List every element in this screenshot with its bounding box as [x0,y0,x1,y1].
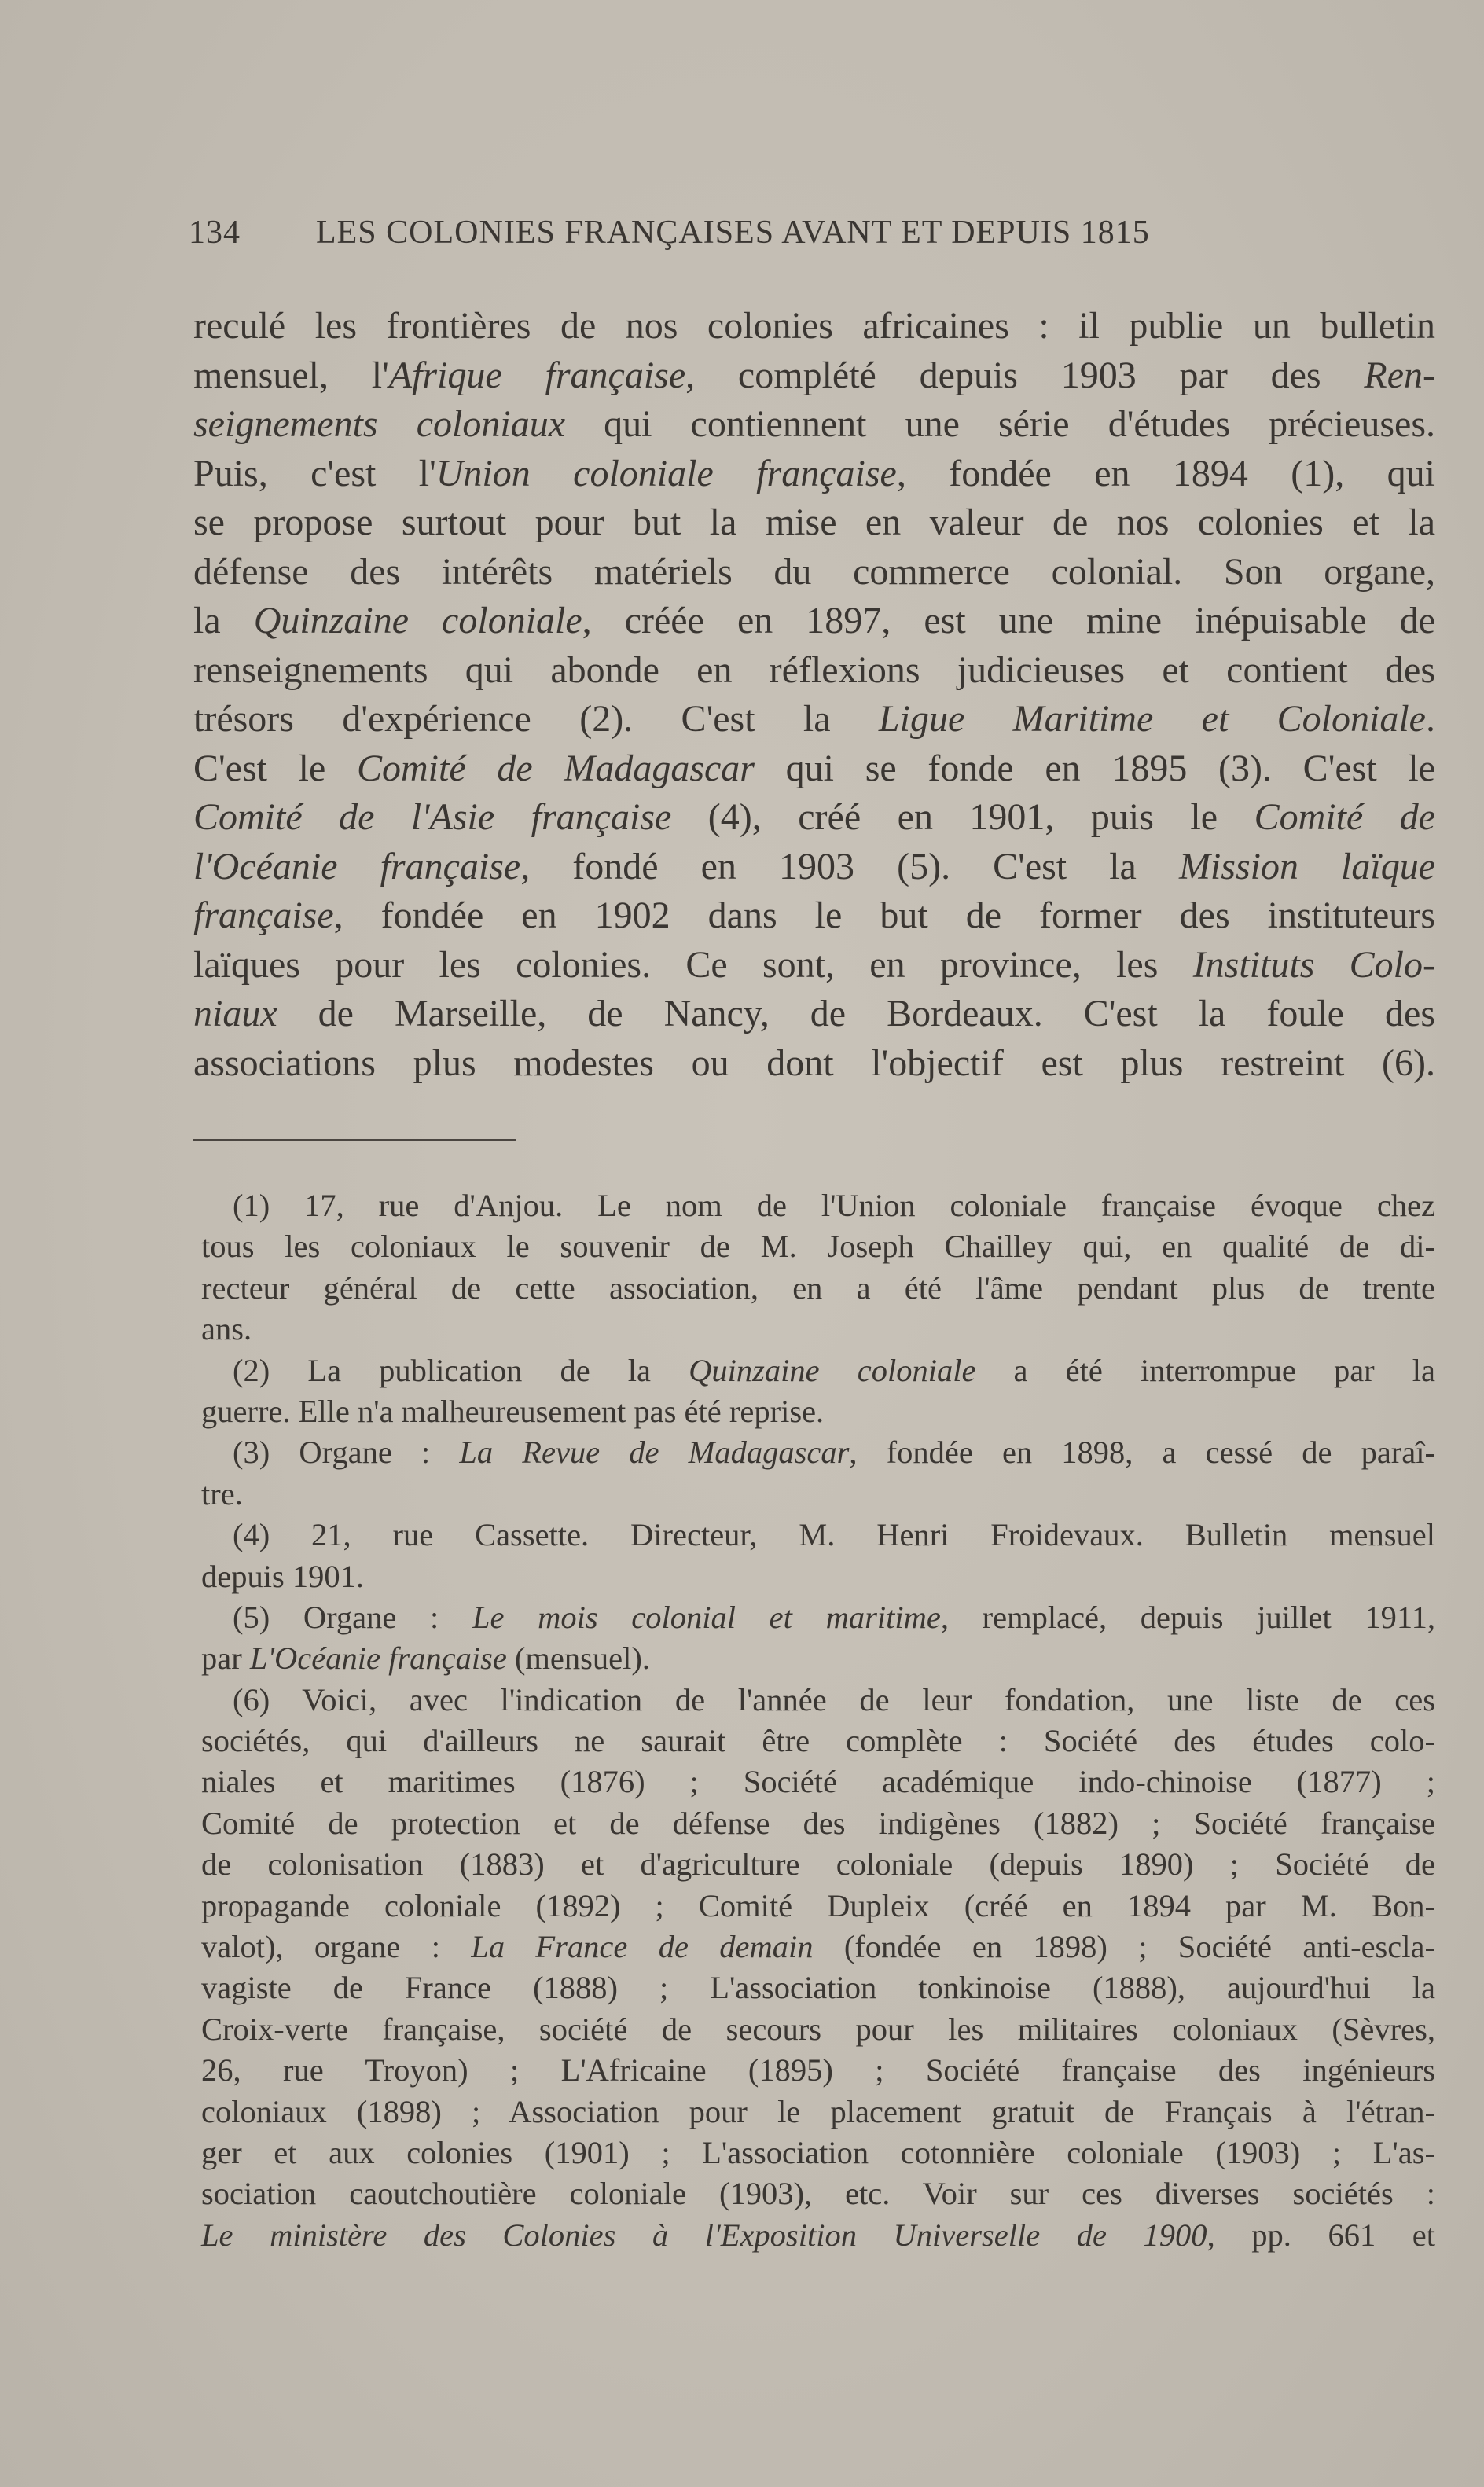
footnotes [201,1185,1435,2256]
footnote-line: par L'Océanie française (mensuel). [201,1640,651,1677]
footnote-line: propagande coloniale (1892) ; Comité Dupleix (créé en 1894 par M. Bon- [201,1887,1435,1923]
body-line: l'Océanie française, fondé en 1903 (5). C'est la Mission laïque [193,845,1436,887]
footnote-line: de colonisation (1883) et d'agriculture coloniale (depuis 1890) ; Société de [201,1846,1435,1883]
body-line: niaux de Marseille, de Nancy, de Bordeaux. C'est la foule des [193,993,1435,1034]
body-line: Puis, c'est l'Union coloniale française, fondée en 1894 (1), qui [193,452,1436,494]
footnote-line: vagiste de France (1888) ; L'association tonkinoise (1888), aujourd'hui la [201,1970,1435,2006]
footnote-line: sociation caoutchoutière coloniale (1903), etc. Voir sur ces diverses sociétés : [201,2176,1435,2212]
footnote-line: Croix-verte française, société de secours pour les militaires coloniaux (Sèvres, [201,2011,1435,2047]
body-line: seignements coloniaux qui contiennent une série d'études précieuses. [193,403,1435,445]
footnote-line: (6) Voici, avec l'indication de l'année de leur fondation, une liste de ces [233,1681,1435,1717]
footnote-line: recteur général de cette association, en a été l'âme pendant plus de trente [201,1269,1435,1306]
footnote-line: tous les coloniaux le souvenir de M. Joseph Chailley qui, en qualité de di- [201,1229,1435,1265]
body-line: trésors d'expérience (2). C'est la Ligue Maritime et Coloniale. [193,698,1435,740]
footnote-line: 26, rue Troyon) ; L'Africaine (1895) ; Société française des ingénieurs [201,2052,1435,2088]
body-line: laïques pour les colonies. Ce sont, en province, les Instituts Colo- [193,943,1435,986]
body-line: C'est le Comité de Madagascar qui se fonde en 1895 (3). C'est le [193,747,1435,789]
running-title: LES COLONIES FRANÇAISES AVANT ET DEPUIS 1815 [316,215,1150,251]
footnote-line: (5) Organe : Le mois colonial et maritime, remplacé, depuis juillet 1911, [233,1599,1435,1635]
footnote-line: (2) La publication de la Quinzaine coloniale a été interrompue par la [233,1352,1436,1388]
body-line: se propose surtout pour but la mise en valeur de nos colonies et la [193,501,1435,543]
footnote-line: Comité de protection et de défense des indigènes (1882) ; Société française [201,1805,1435,1841]
footnote-line: depuis 1901. [201,1558,364,1594]
body-line: Comité de l'Asie française (4), créé en 1901, puis le Comité de [193,796,1436,838]
footnote-line: sociétés, qui d'ailleurs ne saurait être complète : Société des études colo- [201,1723,1435,1759]
body-line: renseignements qui abonde en réflexions judicieuses et contient des [193,648,1435,691]
page-number: 134 [189,215,241,251]
footnote-line: valot), organe : La France de demain (fondée en 1898) ; Société anti-escla- [201,1929,1435,1965]
body-line: la Quinzaine coloniale, créée en 1897, est une mine inépuisable de [193,600,1436,641]
footnote-line: guerre. Elle n'a malheureusement pas été reprise. [201,1393,825,1429]
body-line: reculé les frontières de nos colonies africaines : il publie un bulletin [193,305,1435,347]
footnote-line: Le ministère des Colonies à l'Exposition Universelle de 1900, pp. 661 et [201,2217,1435,2253]
body-text [193,302,1435,1088]
footnote-line: (1) 17, rue d'Anjou. Le nom de l'Union coloniale française évoque chez [233,1188,1435,1223]
footnote-line: ger et aux colonies (1901) ; L'association cotonnière coloniale (1903) ; L'as- [201,2134,1435,2170]
body-line: associations plus modestes ou dont l'objectif est plus restreint (6). [193,1041,1435,1084]
running-header [189,206,1313,261]
footnote-separator [193,1139,516,1141]
footnote-line: ans. [201,1311,252,1347]
body-line: française, fondée en 1902 dans le but de former des instituteurs [193,895,1435,936]
body-line: mensuel, l'Afrique française, complété depuis 1903 par des Ren- [193,354,1435,396]
footnote-line: coloniaux (1898) ; Association pour le placement gratuit de Français à l'étran- [201,2093,1435,2129]
footnote-line: niales et maritimes (1876) ; Société académique indo-chinoise (1877) ; [201,1764,1435,1800]
footnote-line: tre. [201,1475,243,1512]
body-line: défense des intérêts matériels du commerce colonial. Son organe, [193,550,1435,593]
footnote-line: (3) Organe : La Revue de Madagascar, fondée en 1898, a cessé de paraî- [233,1435,1436,1471]
footnote-line: (4) 21, rue Cassette. Directeur, M. Henri Froidevaux. Bulletin mensuel [233,1517,1435,1553]
